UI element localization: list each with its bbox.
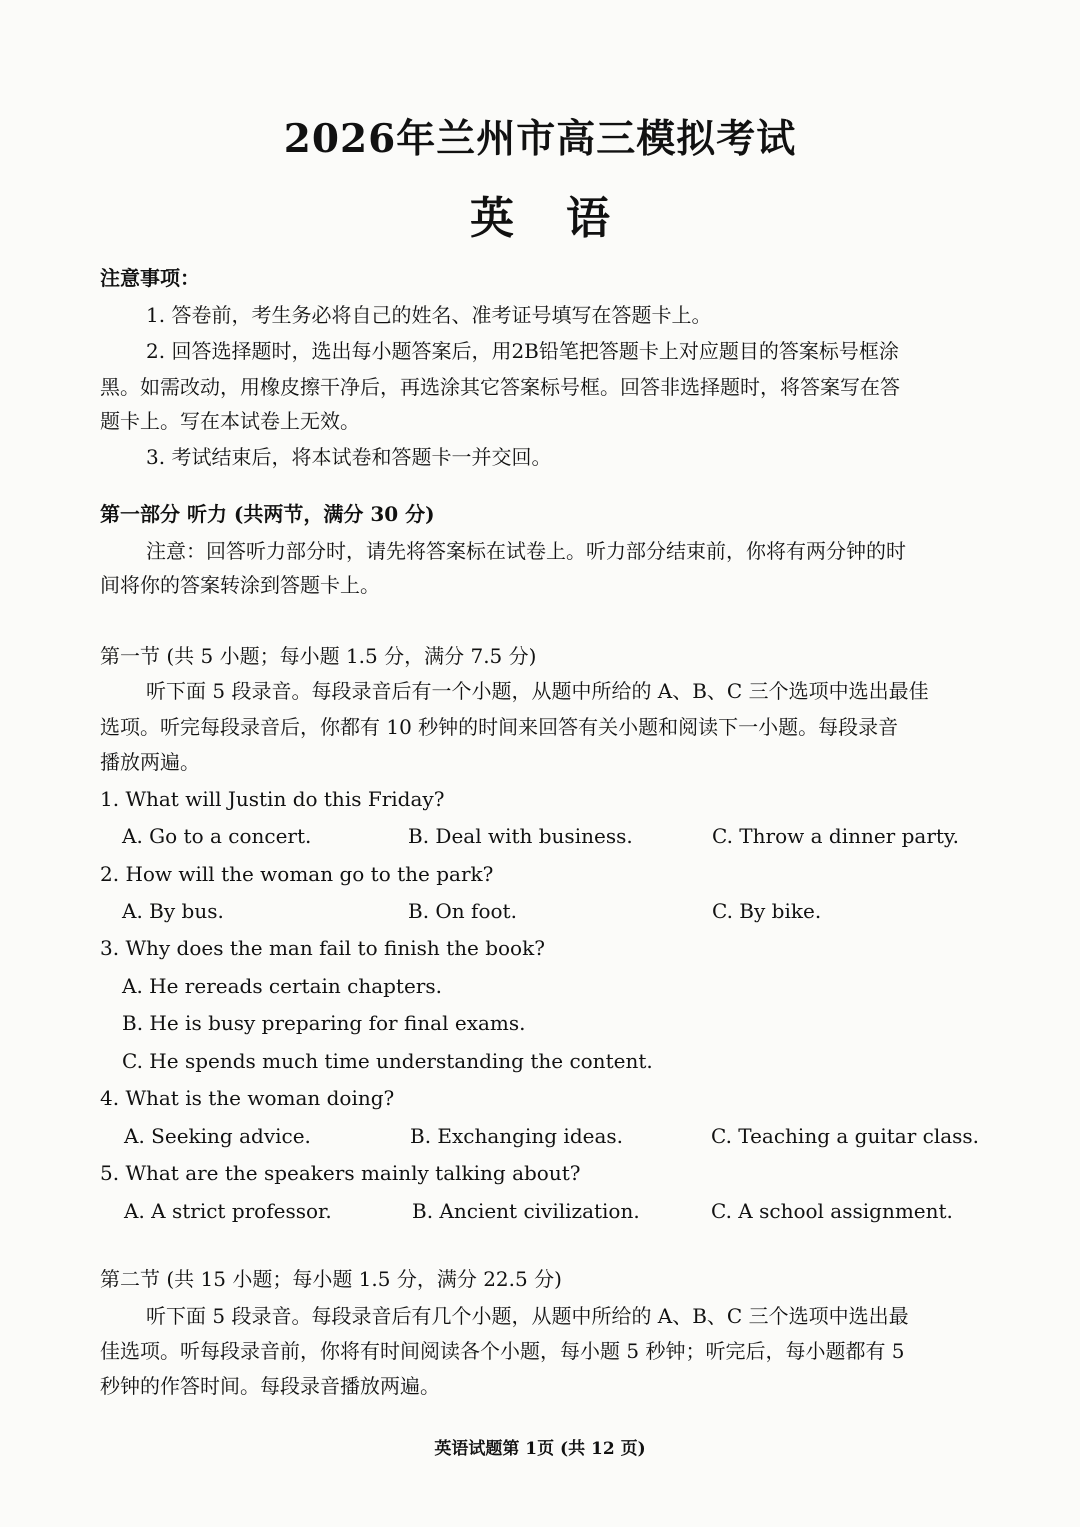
section2-heading: 第二节 (共 15 小题；每小题 1.5 分，满分 22.5 分) [100,1267,562,1291]
section1-instr-line-2: 选项。听完每段录音后，你都有 10 秒钟的时间来回答有关小题和阅读下一小题。每段录音 [100,715,899,739]
question-3-option-a: A. He rereads certain chapters. [122,974,442,998]
section1-instr-line-1: 听下面 5 段录音。每段录音后有一个小题，从题中所给的 A、B、C 三个选项中选出最佳 [146,679,929,703]
question-1-option-b: B. Deal with business. [408,824,633,848]
exam-title: 2026年兰州市高三模拟考试 [283,116,797,162]
page-footer: 英语试题第 1页 (共 12 页) [434,1439,646,1459]
notice-item-2-line-3: 题卡上。写在本试卷上无效。 [100,409,360,433]
section1-instr-line-3: 播放两遍。 [100,750,200,774]
notice-heading: 注意事项： [100,266,200,290]
question-3-option-b: B. He is busy preparing for final exams. [122,1011,526,1035]
question-1-option-a: A. Go to a concert. [122,824,312,848]
section2-instr-line-2: 佳选项。听每段录音前，你将有时间阅读各个小题，每小题 5 秒钟；听完后，每小题都有 5 [100,1339,905,1363]
notice-item-3: 3. 考试结束后，将本试卷和答题卡一并交回。 [146,445,552,469]
question-2: 2. How will the woman go to the park? [100,862,494,886]
part1-heading: 第一部分 听力 (共两节，满分 30 分) [100,502,435,526]
question-4-option-a: A. Seeking advice. [124,1124,311,1148]
notice-item-2-line-1: 2. 回答选择题时，选出每小题答案后，用2B铅笔把答题卡上对应题目的答案标号框涂 [146,339,899,363]
question-2-option-a: A. By bus. [122,899,224,923]
question-4-option-b: B. Exchanging ideas. [410,1124,623,1148]
notice-item-1: 1. 答卷前，考生务必将自己的姓名、准考证号填写在答题卡上。 [146,303,712,327]
question-2-option-b: B. On foot. [408,899,517,923]
question-5-option-a: A. A strict professor. [124,1199,332,1223]
question-1: 1. What will Justin do this Friday? [100,787,445,811]
section1-heading: 第一节 (共 5 小题；每小题 1.5 分，满分 7.5 分) [100,644,537,668]
section2-instr-line-3: 秒钟的作答时间。每段录音播放两遍。 [100,1374,440,1398]
question-5-option-c: C. A school assignment. [711,1199,953,1223]
question-4-option-c: C. Teaching a guitar class. [711,1124,980,1148]
question-5-option-b: B. Ancient civilization. [412,1199,640,1223]
question-3: 3. Why does the man fail to finish the book? [100,936,545,960]
notice-item-2-line-2: 黑。如需改动，用橡皮擦干净后，再选涂其它答案标号框。回答非选择题时，将答案写在答 [100,375,900,399]
subject-title: 英语 [470,193,662,244]
question-3-option-c: C. He spends much time understanding the content. [122,1049,653,1073]
section2-instr-line-1: 听下面 5 段录音。每段录音后有几个小题，从题中所给的 A、B、C 三个选项中选出最 [146,1304,909,1328]
question-5: 5. What are the speakers mainly talking about? [100,1161,581,1185]
part1-note-line-1: 注意：回答听力部分时，请先将答案标在试卷上。听力部分结束前，你将有两分钟的时 [146,539,906,563]
part1-note-line-2: 间将你的答案转涂到答题卡上。 [100,573,380,597]
question-1-option-c: C. Throw a dinner party. [712,824,959,848]
question-2-option-c: C. By bike. [712,899,822,923]
question-4: 4. What is the woman doing? [100,1086,395,1110]
